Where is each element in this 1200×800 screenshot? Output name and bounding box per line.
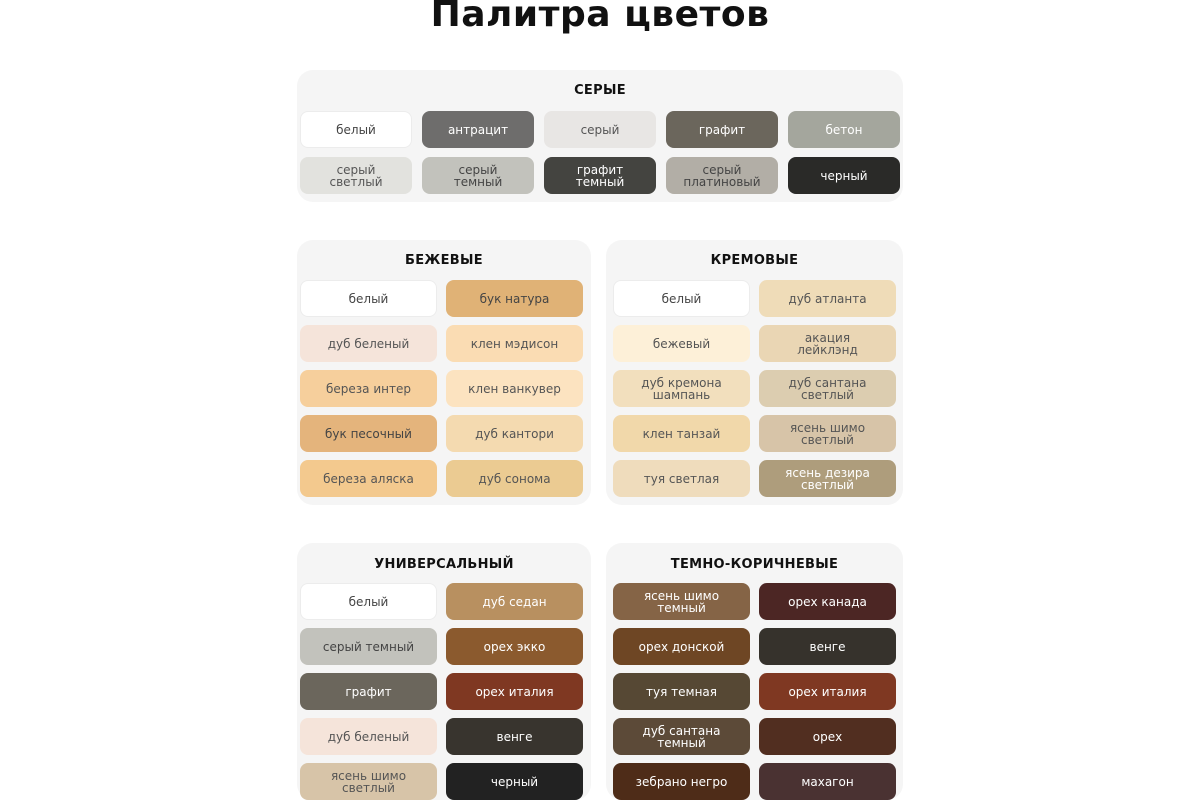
- color-swatch-cream[interactable]: ясень дезира светлый: [759, 460, 896, 497]
- color-swatch-grey[interactable]: графит: [666, 111, 778, 148]
- swatch-grid-beige: [300, 280, 588, 497]
- color-swatch-beige[interactable]: клен ванкувер: [446, 370, 583, 407]
- page-title: Палитра цветов: [430, 0, 770, 35]
- color-swatch-darkbrown[interactable]: венге: [759, 628, 896, 665]
- color-swatch-grey[interactable]: белый: [300, 111, 412, 148]
- color-swatch-universal[interactable]: серый темный: [300, 628, 437, 665]
- color-swatch-cream[interactable]: бежевый: [613, 325, 750, 362]
- color-swatch-grey[interactable]: серый темный: [422, 157, 534, 194]
- swatch-grid-cream: [613, 280, 900, 497]
- panel-title-beige: БЕЖЕВЫЕ: [405, 253, 483, 268]
- color-swatch-darkbrown[interactable]: туя темная: [613, 673, 750, 710]
- color-swatch-grey[interactable]: бетон: [788, 111, 900, 148]
- panel-cream: [606, 240, 903, 505]
- color-swatch-grey[interactable]: графит темный: [544, 157, 656, 194]
- panel-title-universal: УНИВЕРСАЛЬНЫЙ: [374, 557, 514, 572]
- color-swatch-universal[interactable]: орех италия: [446, 673, 583, 710]
- color-swatch-universal[interactable]: дуб беленый: [300, 718, 437, 755]
- color-swatch-grey[interactable]: серый платиновый: [666, 157, 778, 194]
- color-swatch-darkbrown[interactable]: зебрано негро: [613, 763, 750, 800]
- color-swatch-darkbrown[interactable]: дуб сантана темный: [613, 718, 750, 755]
- color-swatch-beige[interactable]: бук песочный: [300, 415, 437, 452]
- panel-beige: [297, 240, 591, 505]
- color-swatch-beige[interactable]: белый: [300, 280, 437, 317]
- color-swatch-darkbrown[interactable]: ясень шимо темный: [613, 583, 750, 620]
- panel-title-cream: КРЕМОВЫЕ: [710, 253, 799, 268]
- panel-title-grey: СЕРЫЕ: [574, 83, 626, 98]
- color-swatch-darkbrown[interactable]: орех канада: [759, 583, 896, 620]
- color-swatch-universal[interactable]: черный: [446, 763, 583, 800]
- color-swatch-beige[interactable]: дуб сонома: [446, 460, 583, 497]
- color-swatch-cream[interactable]: дуб атланта: [759, 280, 896, 317]
- color-swatch-universal[interactable]: дуб седан: [446, 583, 583, 620]
- swatch-grid-darkbrown: [613, 583, 900, 800]
- color-swatch-universal[interactable]: венге: [446, 718, 583, 755]
- color-swatch-beige[interactable]: дуб беленый: [300, 325, 437, 362]
- color-swatch-beige[interactable]: береза аляска: [300, 460, 437, 497]
- color-swatch-cream[interactable]: акация лейклэнд: [759, 325, 896, 362]
- color-swatch-darkbrown[interactable]: орех донской: [613, 628, 750, 665]
- color-swatch-cream[interactable]: туя светлая: [613, 460, 750, 497]
- color-swatch-beige[interactable]: клен мэдисон: [446, 325, 583, 362]
- color-swatch-darkbrown[interactable]: орех италия: [759, 673, 896, 710]
- color-swatch-cream[interactable]: белый: [613, 280, 750, 317]
- color-swatch-grey[interactable]: серый: [544, 111, 656, 148]
- panel-universal: [297, 543, 591, 800]
- panel-darkbrown: [606, 543, 903, 800]
- color-swatch-beige[interactable]: бук натура: [446, 280, 583, 317]
- color-swatch-cream[interactable]: дуб кремона шампань: [613, 370, 750, 407]
- color-swatch-universal[interactable]: белый: [300, 583, 437, 620]
- panel-grey: [297, 70, 903, 202]
- color-swatch-darkbrown[interactable]: махагон: [759, 763, 896, 800]
- color-swatch-beige[interactable]: береза интер: [300, 370, 437, 407]
- color-swatch-grey[interactable]: антрацит: [422, 111, 534, 148]
- color-swatch-cream[interactable]: дуб сантана светлый: [759, 370, 896, 407]
- panel-title-darkbrown: ТЕМНО-КОРИЧНЕВЫЕ: [670, 557, 839, 572]
- swatch-grid-grey: [300, 111, 900, 194]
- color-swatch-darkbrown[interactable]: орех: [759, 718, 896, 755]
- color-swatch-universal[interactable]: орех экко: [446, 628, 583, 665]
- color-swatch-universal[interactable]: графит: [300, 673, 437, 710]
- color-swatch-universal[interactable]: ясень шимо светлый: [300, 763, 437, 800]
- color-swatch-grey[interactable]: черный: [788, 157, 900, 194]
- color-swatch-cream[interactable]: клен танзай: [613, 415, 750, 452]
- color-swatch-grey[interactable]: серый светлый: [300, 157, 412, 194]
- swatch-grid-universal: [300, 583, 588, 800]
- color-swatch-cream[interactable]: ясень шимо светлый: [759, 415, 896, 452]
- color-swatch-beige[interactable]: дуб кантори: [446, 415, 583, 452]
